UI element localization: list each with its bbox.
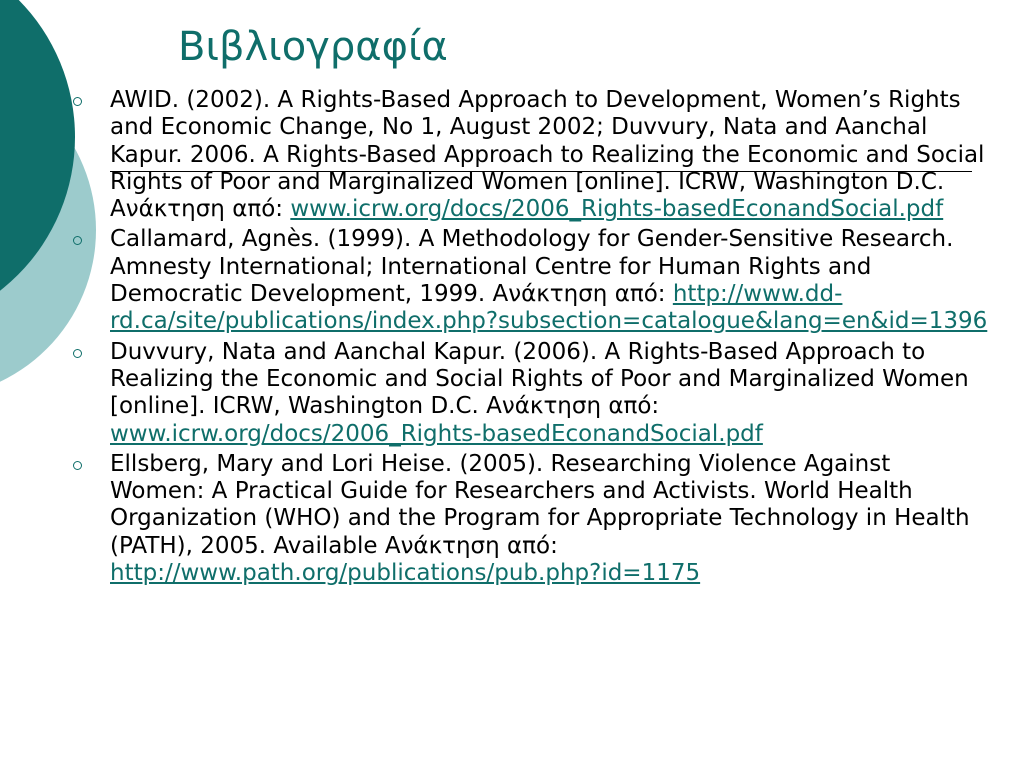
reference-text: Ellsberg, Mary and Lori Heise. (2005). Researching Violence Against Women: A Practical Guide for Researchers and Activists. World Health Organization (WHO) and the Program for Appropriate Technology in Health (PATH), 2005. Available Ανάκτηση από: bbox=[110, 450, 970, 559]
reference-text: Duvvury, Nata and Aanchal Kapur. (2006). A Rights-Based Approach to Realizing the Economic and Social Rights of Poor and Marginalized Women [online]. ICRW, Washington D.C. Ανάκτηση από: bbox=[110, 338, 969, 420]
bibliography-entry-callamard bbox=[72, 226, 990, 335]
reference-text: AWID. (2002). A Rights-Based Approach to Development, Women’s Rights and Economic Change, No 1, August 2002; Duvvury, Nata and Aanchal Kapur. 2006. A Rights-Based Approach to Realizing the Economic and Social Rights of Poor and Marginalized Women [online]. ICRW, Washington D.C. Ανάκτηση από: bbox=[110, 87, 985, 223]
reference-link[interactable]: www.icrw.org/docs/2006_Rights-basedEconandSocial.pdf bbox=[290, 196, 944, 223]
hollow-circle-bullet-icon bbox=[73, 349, 82, 358]
bibliography-entry-awid bbox=[72, 87, 990, 223]
bibliography-entry-ellsberg bbox=[72, 451, 990, 587]
reference-text: Callamard, Agnès. (1999). A Methodology for Gender-Sensitive Research. Amnesty International; International Centre for Human Rights and Democratic Development, 1999. Ανάκτηση από: bbox=[110, 226, 954, 308]
bibliography-list bbox=[72, 87, 990, 590]
slide-title: Βιβλιογραφία bbox=[178, 24, 448, 70]
bibliography-entry-duvvury bbox=[72, 339, 990, 448]
hollow-circle-bullet-icon bbox=[73, 97, 82, 106]
reference-link[interactable]: http://www.path.org/publications/pub.php?id=1175 bbox=[110, 560, 701, 587]
reference-link[interactable]: www.icrw.org/docs/2006_Rights-basedEconandSocial.pdf bbox=[110, 420, 763, 447]
reference-link[interactable]: http://www.dd-rd.ca/site/publications/index.php?subsection=catalogue&lang=en&id=1396 bbox=[110, 281, 988, 335]
hollow-circle-bullet-icon bbox=[73, 236, 82, 245]
hollow-circle-bullet-icon bbox=[73, 461, 82, 470]
